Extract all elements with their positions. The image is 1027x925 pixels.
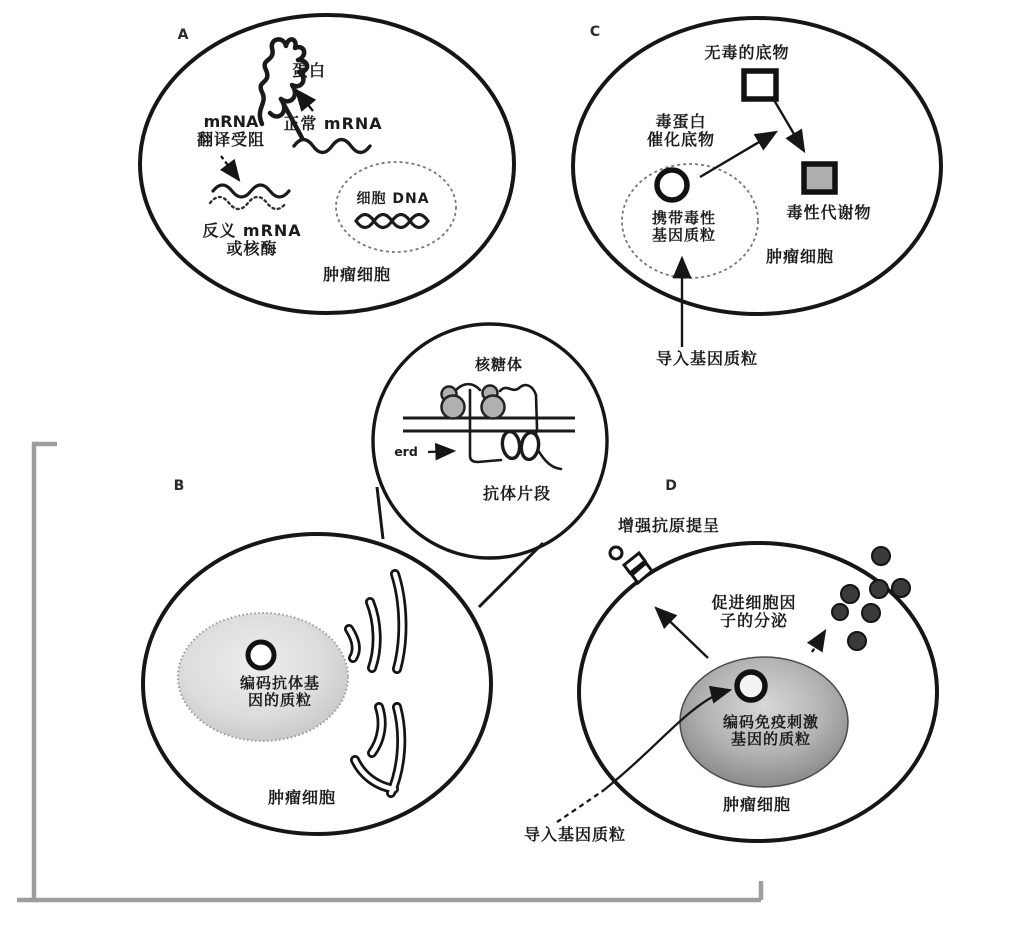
panel-d-letter: D (665, 478, 677, 495)
cytokine-label: 促进细胞因 子的分泌 (711, 593, 797, 630)
panel-b-letter: B (173, 478, 185, 495)
nontoxic-substrate-label: 无毒的底物 (704, 43, 790, 63)
toxic-plasmid-label: 携带毒性 基因质粒 (651, 209, 717, 244)
mrna-blocked-label: mRNA 翻译受阻 (196, 112, 266, 149)
intro-plasmid-c-label: 导入基因质粒 (655, 349, 759, 369)
tumor-cell-b-label: 肿瘤细胞 (267, 788, 337, 808)
dna-helix (356, 215, 428, 228)
er-stack (349, 574, 402, 793)
toxic-protein-label: 毒蛋白 催化底物 (646, 112, 716, 149)
normal-mrna-wave (294, 140, 370, 153)
plasmid-c-ring (657, 170, 687, 200)
antisense-label: 反义 mRNA 或核酶 (202, 221, 302, 258)
toxic-metabolite-label: 毒性代谢物 (786, 203, 872, 223)
antibody-plasmid-label: 编码抗体基 因的质粒 (239, 674, 321, 709)
antibody-fragment-label: 抗体片段 (482, 484, 552, 504)
substrate-to-metabolite-arrow (774, 100, 804, 151)
enhance-antigen-label: 增强抗原提呈 (617, 516, 721, 536)
toxic-metabolite-square (804, 164, 835, 192)
protein-label: 蛋白 (291, 61, 327, 81)
panel-c-letter: C (589, 24, 601, 41)
nontoxic-substrate-square (744, 71, 776, 99)
translation-blocked-arrow (221, 156, 239, 180)
tumor-cell-d-label: 肿瘤细胞 (722, 795, 792, 815)
cell-dna-label: 细胞 DNA (356, 191, 430, 208)
antisense-mrna-wave (210, 185, 289, 209)
panel-a-letter: A (177, 27, 189, 44)
panel-c-art (573, 18, 941, 347)
plasmid-d-ring (737, 672, 765, 700)
plasmid-b-ring (248, 642, 274, 668)
intro-plasmid-d-label: 导入基因质粒 (523, 825, 627, 845)
ribosome-label: 核糖体 (474, 355, 524, 374)
tumor-cell-c-label: 肿瘤细胞 (765, 247, 835, 267)
normal-mrna-label: 正常 mRNA (283, 114, 383, 134)
antigen-receptor (610, 547, 652, 583)
immune-plasmid-label: 编码免疫刺激 基因的质粒 (722, 713, 820, 748)
antigen-presentation-arrow (656, 608, 708, 658)
page-bracket (17, 444, 761, 900)
cell-c-outline (573, 18, 941, 314)
erd-label: erd (394, 444, 418, 459)
erd-arrow (428, 451, 454, 452)
protein-arrow (296, 90, 313, 111)
cytokine-secretion-arrow (812, 631, 825, 652)
tumor-cell-a-label: 肿瘤细胞 (322, 265, 392, 285)
